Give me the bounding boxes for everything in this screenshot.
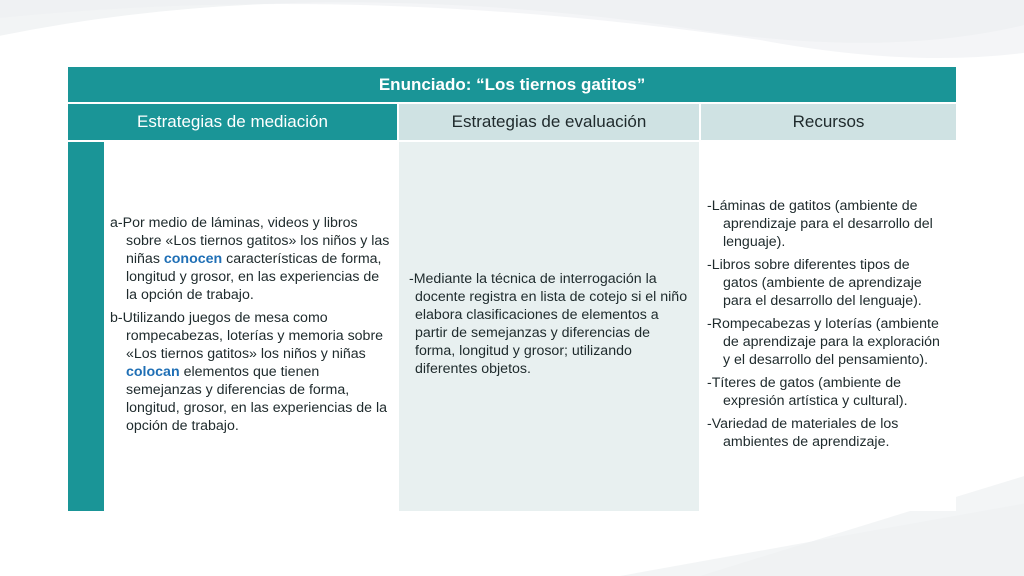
resource-item: -Títeres de gatos (ambiente de expresión artística y cultural). — [707, 375, 908, 409]
body-row — [68, 141, 956, 511]
evaluation-cell — [398, 141, 700, 511]
evaluation-text: -Mediante la técnica de interrogación la docente registra en lista de cotejo si el niño elabora clasificaciones de elementos a partir de semejanzas y diferencias de forma, longitud y grosor; utilizando diferentes objetos. — [409, 271, 688, 377]
header-evaluation: Estrategias de evaluación — [398, 103, 700, 141]
side-accent-bar — [68, 141, 104, 511]
header-row — [68, 103, 956, 141]
resources-cell — [700, 141, 956, 511]
resource-item: -Rompecabezas y loterías (ambiente de aprendizaje para la exploración y el desarrollo del pensamiento). — [707, 316, 940, 368]
title-row — [68, 67, 956, 103]
mediation-cell — [104, 141, 398, 511]
mediation-item-b — [110, 309, 391, 435]
resource-item: -Láminas de gatitos (ambiente de aprendizaje para el desarrollo del lenguaje). — [707, 198, 933, 250]
mediation-item-a-highlight: conocen — [163, 250, 223, 267]
mediation-item-a-text-end: características de forma, longitud y grosor, en las experiencias de la opción de trabajo. — [126, 250, 382, 303]
table-title: Enunciado: “Los tiernos gatitos” — [68, 67, 956, 103]
header-resources: Recursos — [700, 103, 956, 141]
mediation-item-b-text-end: elementos que tienen semejanzas y diferencias de forma, longitud, grosor, en las experiencias de la opción de trabajo. — [126, 363, 388, 434]
mediation-item-a — [110, 214, 391, 304]
strategy-table — [68, 67, 956, 511]
mediation-item-a-text: a-Por medio de láminas, videos y libros sobre «Los tiernos gatitos» los niños y las niñas — [110, 214, 390, 267]
mediation-item-b-highlight: colocan — [126, 363, 180, 380]
resource-item: -Libros sobre diferentes tipos de gatos (ambiente de aprendizaje para el desarrollo del lenguaje). — [707, 257, 922, 309]
mediation-item-b-text: b-Utilizando juegos de mesa como rompecabezas, loterías y memoria sobre «Los tiernos gatitos» los niños y niñas — [110, 309, 384, 362]
header-mediation: Estrategias de mediación — [68, 103, 398, 141]
resource-item: -Variedad de materiales de los ambientes de aprendizaje. — [707, 416, 899, 450]
